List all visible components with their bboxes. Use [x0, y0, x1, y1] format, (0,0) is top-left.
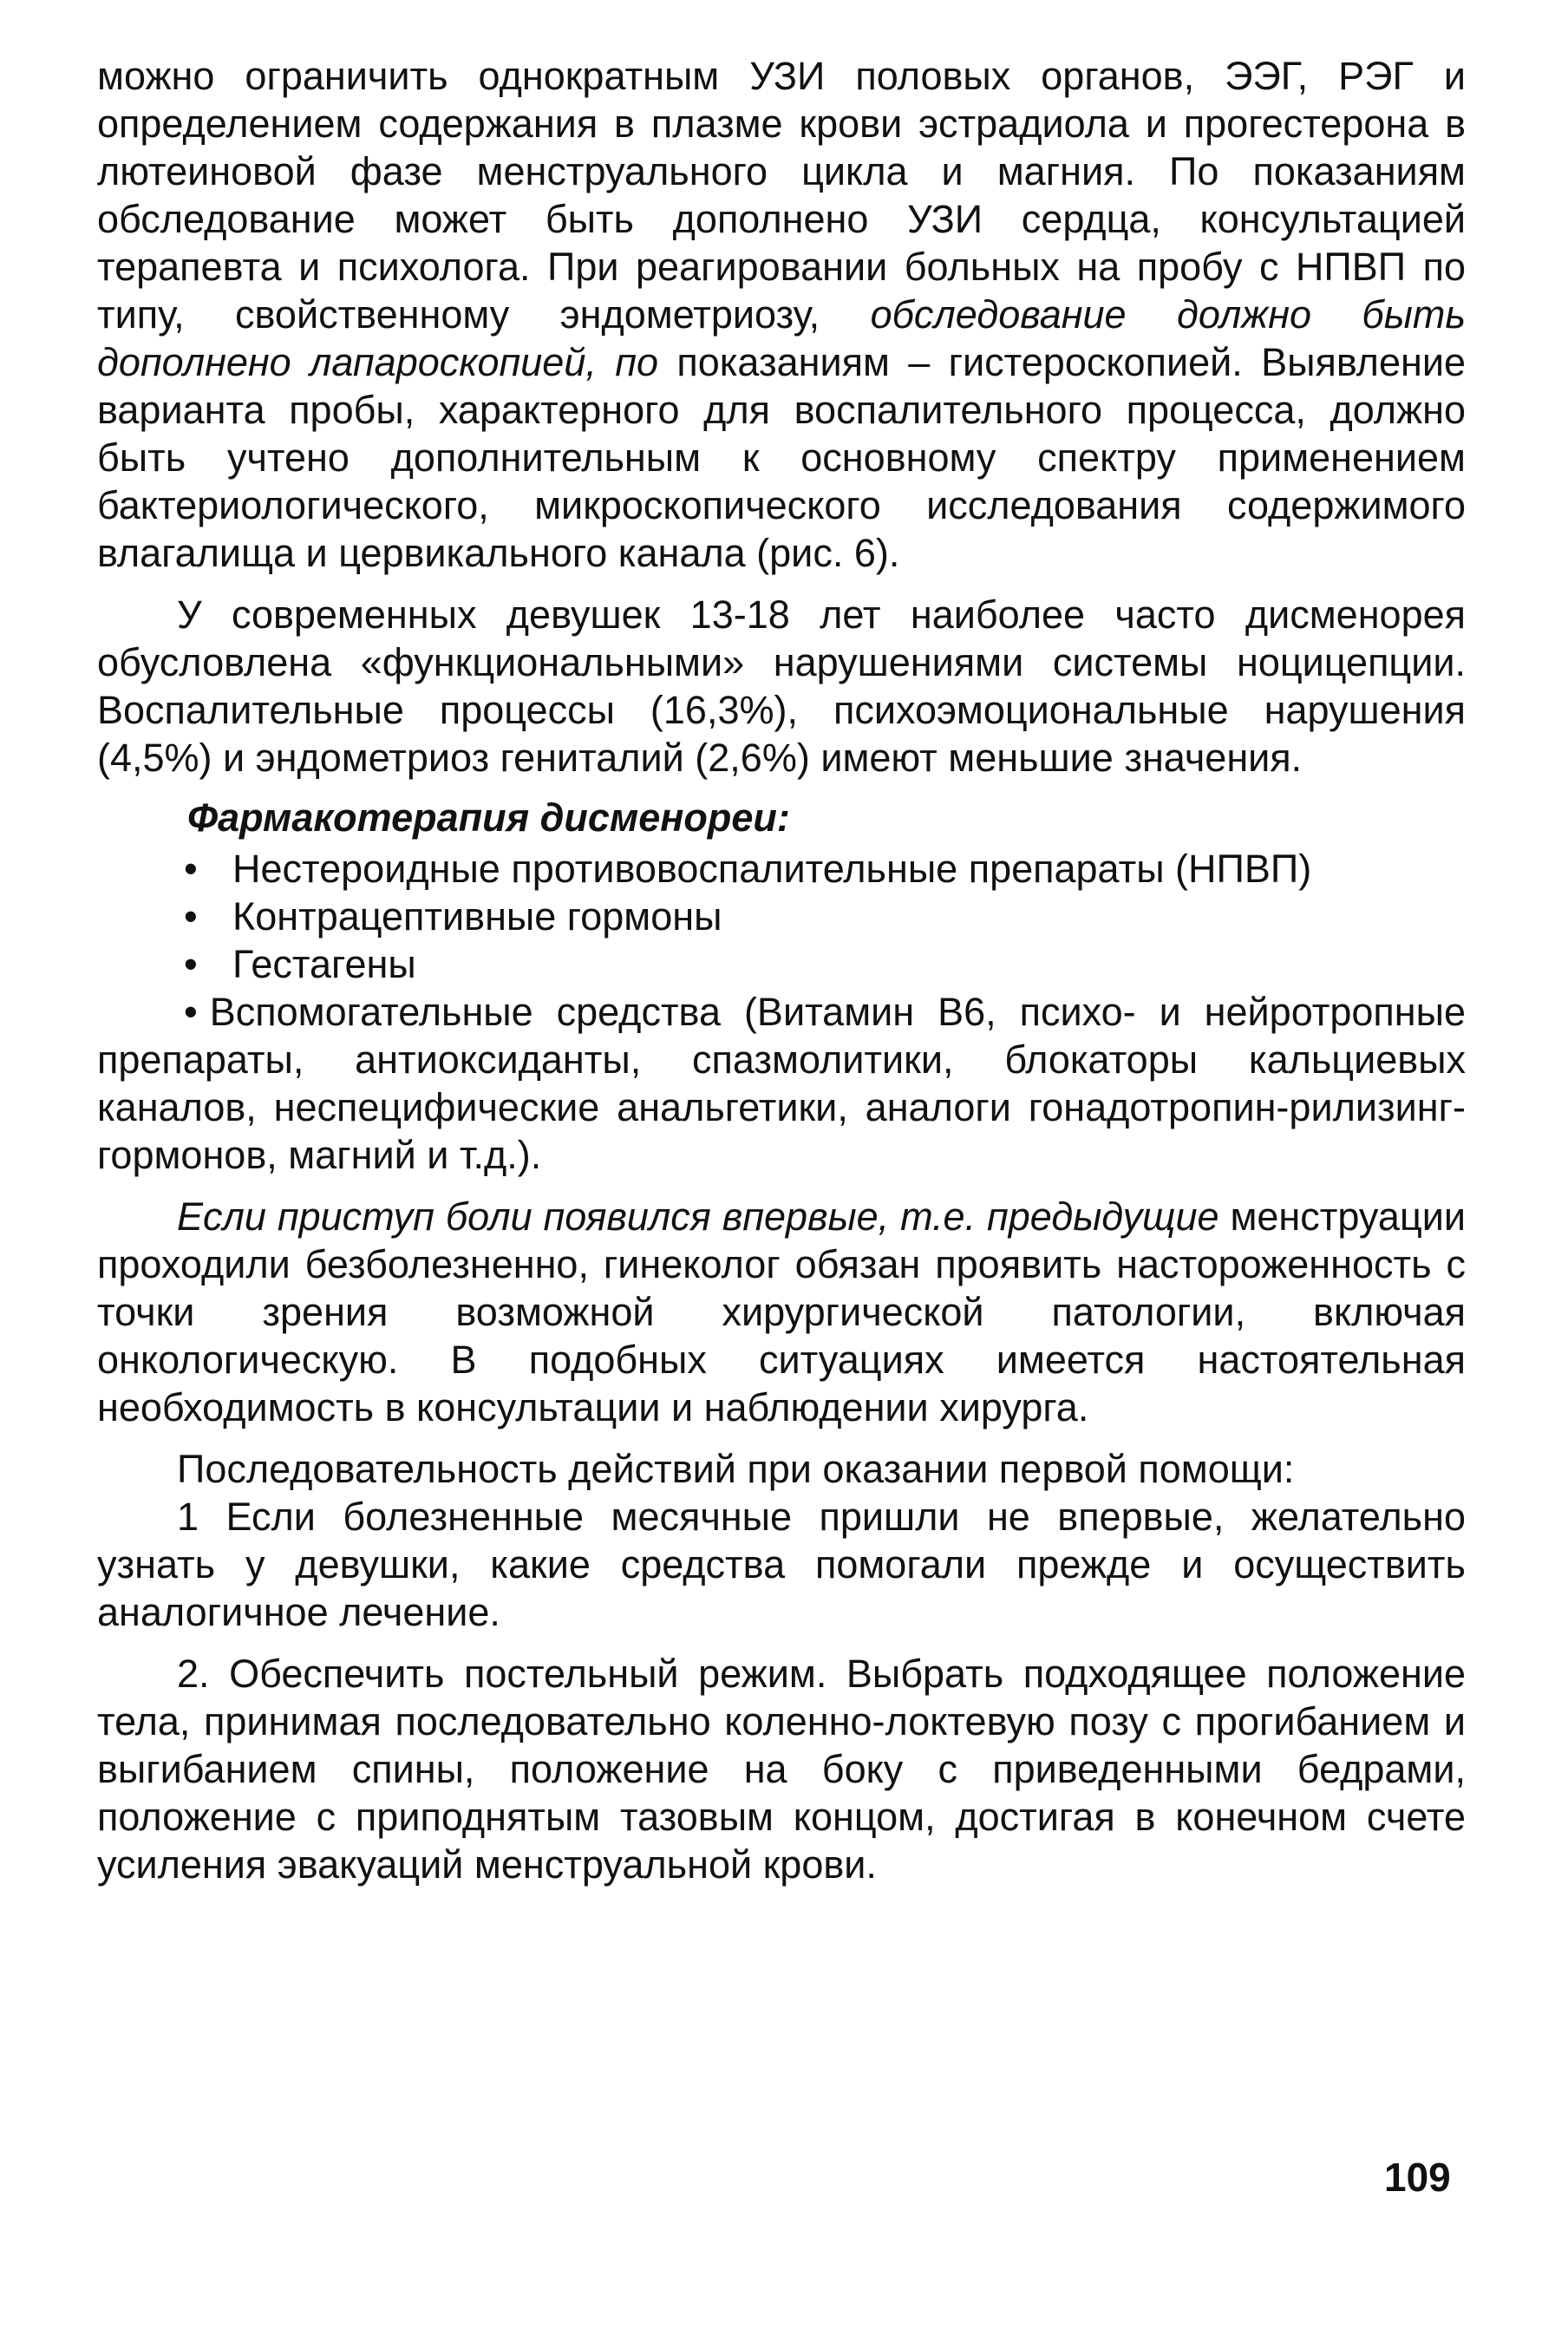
list-item-text: Контрацептивные гормоны — [232, 894, 722, 939]
first-aid-step-2: 2. Обеспечить постельный режим. Выбрать подходящее положение тела, принимая последовательно коленно-локтевую позу с прогибанием и выгибанием спины, положение на боку с приведенными бедрами, положение с приподнятым тазовым концом, достигая в конечном счете усиления эвакуаций менструальной крови. — [97, 1652, 1466, 1887]
section-heading: Фармакотерапия дисменореи: — [187, 795, 790, 840]
paragraph-first-aid: Последовательность действий при оказании первой помощи: — [177, 1447, 1295, 1491]
list-item-text: Гестагены — [232, 942, 416, 986]
paragraph-first-pain — [97, 1193, 1466, 1431]
bullet-icon: • — [184, 942, 198, 986]
list-item — [97, 893, 1466, 940]
paragraph-examination — [97, 52, 1466, 577]
paragraph-examination-text: можно ограничить однократным УЗИ половых органов, ЭЭГ, РЭГ и определением содержания в плазме крови эстрадиола и прогестерона в лютеиновой фазе менструального цикла и магния. По показаниям обследование может быть дополнено УЗИ сердца, консультацией терапевта и психолога. При реагировании больных на пробу с НПВП по типу, свойственному эндометриозу, — [97, 54, 1466, 337]
bullet-icon: • — [184, 847, 198, 891]
page-number: 109 — [1384, 2155, 1451, 2200]
list-item — [97, 845, 1466, 893]
paragraph-first-pain-rest: менструации проходили безболезненно, гинеколог обязан проявить настороженность с точки зрения возможной хирургической патологии, включая онкологическую. В подобных ситуациях имеется настоятельная необходимость в консультации и наблюдении хирурга. — [97, 1194, 1466, 1429]
paragraph-first-pain-italic: Если приступ боли появился впервые, т.е. предыдущие — [177, 1194, 1219, 1239]
paragraph-prevalence: У современных девушек 13-18 лет наиболее часто дисменорея обусловлена «функциональными» нарушениями системы ноцицепции. Воспалительные процессы (16,3%), психоэмоциональные нарушения (4,5%) и эндометриоз гениталий (2,6%) имеют меньшие значения. — [97, 592, 1466, 780]
bullet-icon: • — [184, 990, 198, 1034]
list-item — [97, 940, 1466, 988]
pharmacotherapy-list — [97, 845, 1466, 1179]
list-item-text: Вспомогательные средства (Витамин В6, психо- и нейротропные препараты, антиоксиданты, спазмолитики, блокаторы кальциевых каналов, неспецифические анальгетики, аналоги гонадотропин-рилизинг-гормонов, магний и т.д.). — [97, 990, 1466, 1177]
paragraph-examination-rest: показаниям – гистероскопией. Выявление варианта пробы, характерного для воспалительного процесса, должно быть учтено дополнительным к основному спектру применением бактериологического, микроскопического исследования содержимого влагалища и цервикального канала (рис. 6). — [97, 340, 1466, 575]
list-item — [97, 988, 1466, 1179]
page-body — [97, 52, 1466, 1888]
bullet-icon: • — [184, 894, 198, 939]
paragraph-examination-italic: обследование должно быть дополнено лапароскопией, по — [97, 292, 1466, 384]
first-aid-step-1: 1 Если болезненные месячные пришли не впервые, желательно узнать у девушки, какие средства помогали прежде и осуществить аналогичное лечение. — [97, 1495, 1466, 1634]
list-item-text: Нестероидные противовоспалительные препараты (НПВП) — [232, 847, 1312, 891]
